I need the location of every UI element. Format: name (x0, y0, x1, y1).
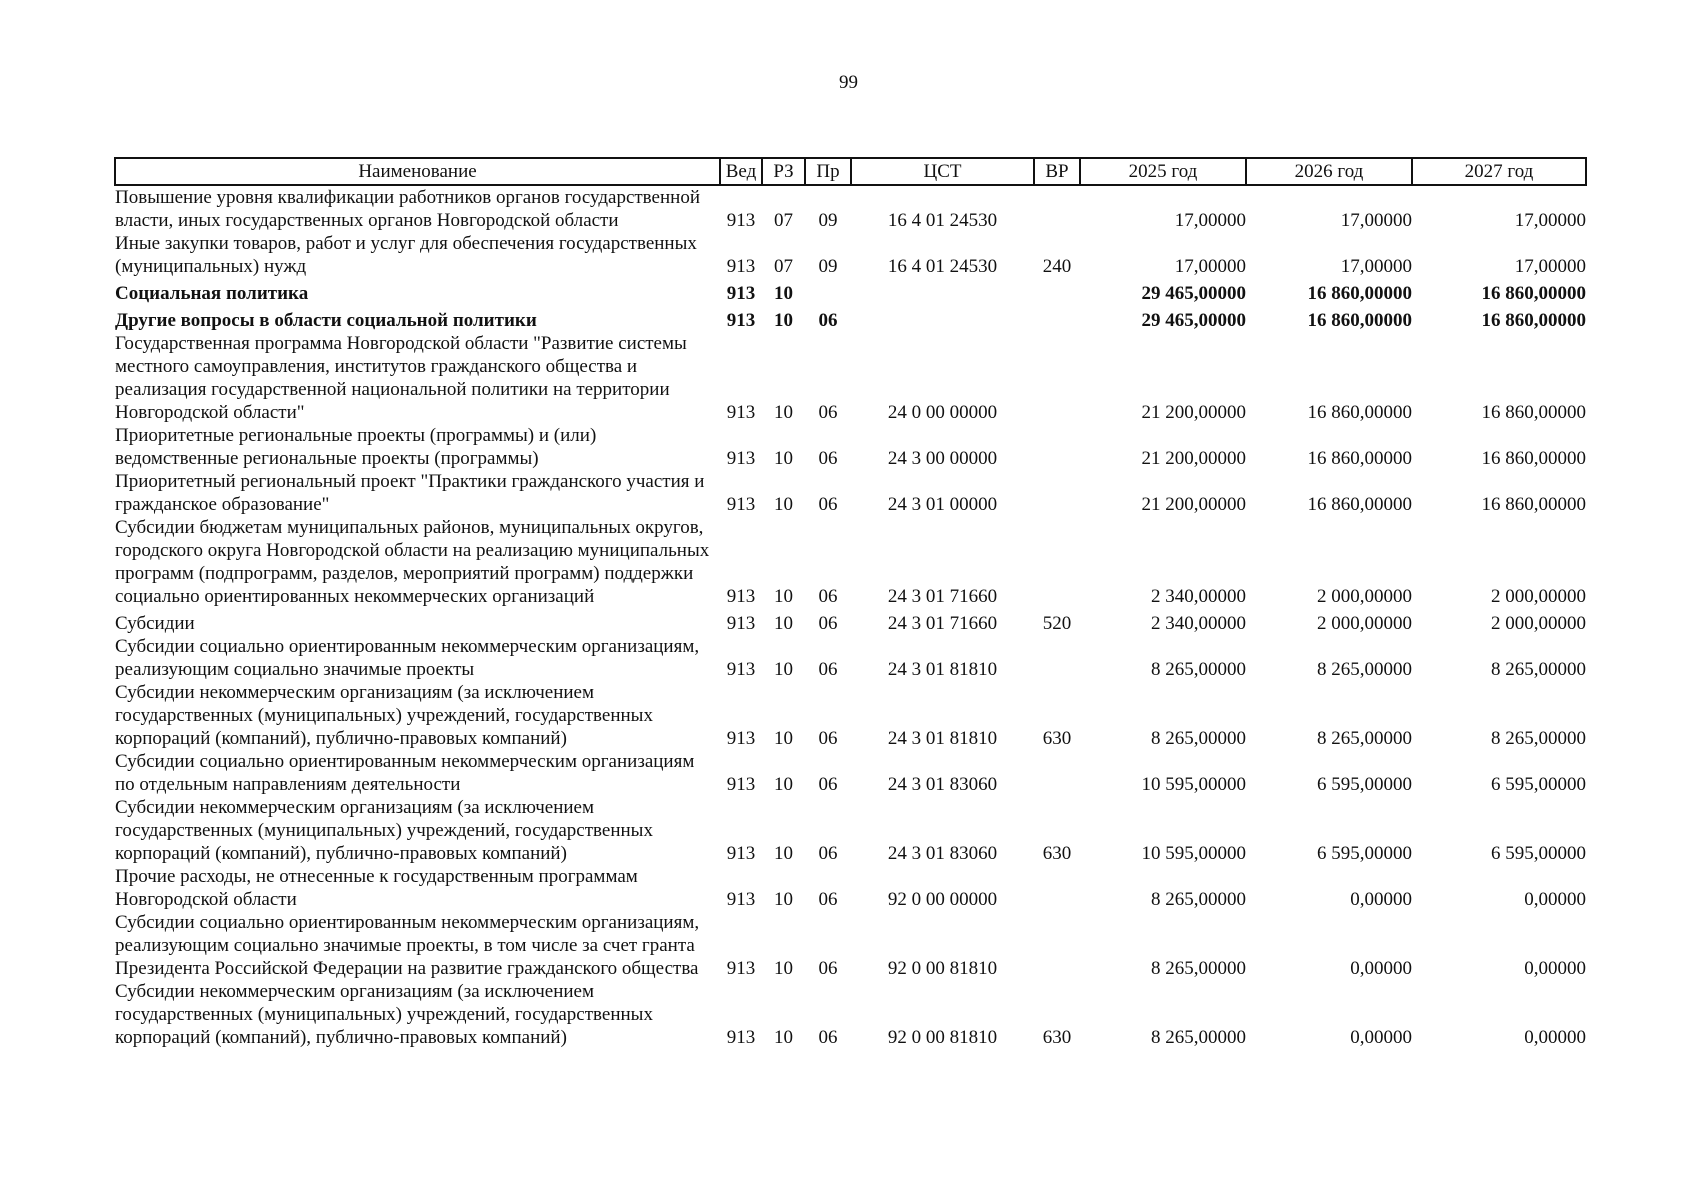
row-name: Субсидии социально ориентированным некоммерческим организациям, реализующим социально значимые проекты (115, 636, 700, 680)
row-name: Социальная политика (115, 283, 309, 304)
table-row (115, 470, 1586, 516)
row-2025: 21 200,00000 (1141, 402, 1246, 423)
row-pr: 09 (818, 210, 838, 231)
row-rz: 10 (774, 494, 793, 515)
header-2025: 2025 год (1080, 158, 1246, 185)
row-2025: 21 200,00000 (1141, 448, 1246, 469)
row-pr: 06 (818, 774, 838, 795)
table-row (115, 635, 1586, 681)
row-vr (1034, 332, 1080, 424)
row-pr: 06 (818, 889, 838, 910)
row-cst: 24 3 01 83060 (887, 843, 998, 864)
row-ved: 913 (726, 1027, 756, 1048)
row-cst: 92 0 00 81810 (887, 958, 998, 979)
row-2026: 16 860,00000 (1307, 310, 1412, 331)
row-rz: 10 (774, 843, 793, 864)
row-name: Субсидии социально ориентированным некоммерческим организациям по отдельным направлениям деятельности (115, 751, 695, 795)
row-name: Субсидии некоммерческим организациям (за исключением государственных (муниципальных) учреждений, государственных корпораций (компаний), публично-правовых компаний) (115, 797, 653, 864)
row-ved: 913 (726, 774, 756, 795)
row-2025: 8 265,00000 (1151, 728, 1246, 749)
table-row (115, 796, 1586, 865)
row-name: Субсидии социально ориентированным некоммерческим организациям, реализующим социально значимые проекты, в том числе за счет гранта Президента Российской Федерации на развитие гражданского общества (115, 912, 700, 979)
budget-table (114, 157, 1587, 1049)
row-vr (1034, 305, 1080, 332)
row-ved: 913 (726, 402, 756, 423)
row-vr (1034, 185, 1080, 232)
row-2026: 0,00000 (1350, 958, 1412, 979)
row-2027: 0,00000 (1524, 889, 1586, 910)
row-cst: 24 3 01 81810 (887, 659, 998, 680)
row-pr: 06 (818, 728, 838, 749)
row-ved: 913 (726, 889, 756, 910)
row-cst: 24 3 01 81810 (887, 728, 998, 749)
row-2027: 16 860,00000 (1481, 310, 1586, 331)
table-row (115, 681, 1586, 750)
row-2027: 17,00000 (1514, 256, 1586, 277)
row-2025: 29 465,00000 (1141, 310, 1246, 331)
table-row-subsection (115, 305, 1586, 332)
header-pr: Пр (805, 158, 851, 185)
row-2025: 10 595,00000 (1141, 843, 1246, 864)
row-name: Государственная программа Новгородской области "Развитие системы местного самоуправления, институтов гражданского общества и реализация государственной национальной политики на территории Новгородской области" (115, 333, 687, 423)
row-pr: 06 (818, 586, 838, 607)
row-vr: 240 (1042, 256, 1072, 277)
header-vr: ВР (1034, 158, 1080, 185)
row-rz: 10 (774, 310, 793, 331)
row-2026: 6 595,00000 (1317, 774, 1412, 795)
row-ved: 913 (726, 659, 756, 680)
row-cst: 16 4 01 24530 (887, 210, 998, 231)
row-ved: 913 (726, 613, 756, 634)
row-rz: 10 (774, 1027, 793, 1048)
row-2027: 2 000,00000 (1491, 613, 1586, 634)
row-rz: 10 (774, 958, 793, 979)
table-row (115, 750, 1586, 796)
row-2027: 16 860,00000 (1481, 448, 1586, 469)
row-rz: 10 (774, 774, 793, 795)
row-2025: 2 340,00000 (1151, 613, 1246, 634)
row-pr: 06 (818, 1027, 838, 1048)
row-vr (1034, 278, 1080, 305)
row-name: Приоритетные региональные проекты (программы) и (или) ведомственные региональные проекты (программы) (115, 425, 597, 469)
header-cst: ЦСТ (851, 158, 1034, 185)
row-name: Повышение уровня квалификации работников органов государственной власти, иных государственных органов Новгородской области (115, 187, 700, 231)
row-2027: 0,00000 (1524, 1027, 1586, 1048)
row-name: Субсидии бюджетам муниципальных районов, муниципальных округов, городского округа Новгородской области на реализацию муниципальных программ (подпрограмм, разделов, мероприятий программ) поддержки социально ориентированных некоммерческих организаций (115, 517, 710, 607)
table-row (115, 516, 1586, 608)
row-cst: 24 3 00 00000 (887, 448, 998, 469)
row-rz: 10 (774, 402, 793, 423)
row-pr: 06 (818, 659, 838, 680)
row-rz: 07 (774, 256, 793, 277)
row-ved: 913 (726, 843, 756, 864)
row-vr (1034, 470, 1080, 516)
row-2027: 0,00000 (1524, 958, 1586, 979)
row-2027: 6 595,00000 (1491, 774, 1586, 795)
row-2025: 17,00000 (1174, 256, 1246, 277)
row-vr: 630 (1042, 843, 1072, 864)
row-cst: 92 0 00 81810 (887, 1027, 998, 1048)
row-vr: 630 (1042, 1027, 1072, 1048)
table-row (115, 185, 1586, 232)
row-rz: 07 (774, 210, 793, 231)
row-2027: 16 860,00000 (1481, 494, 1586, 515)
row-vr (1034, 424, 1080, 470)
table-row (115, 980, 1586, 1049)
row-pr: 06 (818, 494, 838, 515)
row-2025: 21 200,00000 (1141, 494, 1246, 515)
row-rz: 10 (774, 448, 793, 469)
row-name: Приоритетный региональный проект "Практики гражданского участия и гражданское образование" (115, 471, 705, 515)
row-vr: 520 (1042, 613, 1072, 634)
row-2027: 8 265,00000 (1491, 728, 1586, 749)
table-row-section (115, 278, 1586, 305)
header-name: Наименование (115, 158, 720, 185)
row-2026: 6 595,00000 (1317, 843, 1412, 864)
row-vr (1034, 516, 1080, 608)
row-2025: 17,00000 (1174, 210, 1246, 231)
row-ved: 913 (726, 210, 756, 231)
row-rz: 10 (774, 283, 793, 304)
row-2026: 8 265,00000 (1317, 659, 1412, 680)
row-ved: 913 (726, 958, 756, 979)
row-name: Прочие расходы, не отнесенные к государственным программам Новгородской области (115, 866, 638, 910)
row-2027: 17,00000 (1514, 210, 1586, 231)
row-vr: 630 (1042, 728, 1072, 749)
row-name: Иные закупки товаров, работ и услуг для обеспечения государственных (муниципальных) нужд (115, 233, 697, 277)
table-row (115, 424, 1586, 470)
row-name: Другие вопросы в области социальной политики (115, 310, 537, 331)
row-pr (805, 278, 851, 305)
row-cst: 24 3 01 71660 (887, 586, 998, 607)
header-2026: 2026 год (1246, 158, 1412, 185)
row-ved: 913 (726, 256, 756, 277)
row-rz: 10 (774, 613, 793, 634)
row-pr: 06 (818, 402, 838, 423)
row-2026: 8 265,00000 (1317, 728, 1412, 749)
table-row (115, 232, 1586, 278)
row-pr: 09 (818, 256, 838, 277)
row-name: Субсидии некоммерческим организациям (за исключением государственных (муниципальных) учреждений, государственных корпораций (компаний), публично-правовых компаний) (115, 981, 653, 1048)
header-rz: РЗ (762, 158, 805, 185)
row-2025: 29 465,00000 (1141, 283, 1246, 304)
row-pr: 06 (818, 958, 838, 979)
row-2027: 16 860,00000 (1481, 283, 1586, 304)
row-pr: 06 (818, 310, 838, 331)
row-2027: 2 000,00000 (1491, 586, 1586, 607)
row-vr (1034, 635, 1080, 681)
row-vr (1034, 911, 1080, 980)
row-2027: 8 265,00000 (1491, 659, 1586, 680)
header-2027: 2027 год (1412, 158, 1586, 185)
row-rz: 10 (774, 586, 793, 607)
row-ved: 913 (726, 310, 756, 331)
row-2026: 17,00000 (1340, 210, 1412, 231)
row-2026: 0,00000 (1350, 1027, 1412, 1048)
header-ved: Вед (720, 158, 762, 185)
row-vr (1034, 750, 1080, 796)
row-2025: 2 340,00000 (1151, 586, 1246, 607)
table-row (115, 911, 1586, 980)
row-cst: 24 0 00 00000 (887, 402, 998, 423)
row-cst: 24 3 01 00000 (887, 494, 998, 515)
row-rz: 10 (774, 728, 793, 749)
row-ved: 913 (726, 728, 756, 749)
row-pr: 06 (818, 613, 838, 634)
row-2025: 8 265,00000 (1151, 1027, 1246, 1048)
table-header-row (115, 158, 1586, 185)
row-cst: 92 0 00 00000 (887, 889, 998, 910)
row-rz: 10 (774, 889, 793, 910)
table-row (115, 865, 1586, 911)
row-2026: 0,00000 (1350, 889, 1412, 910)
row-cst (851, 278, 1034, 305)
row-cst: 16 4 01 24530 (887, 256, 998, 277)
row-2026: 16 860,00000 (1307, 448, 1412, 469)
row-pr: 06 (818, 843, 838, 864)
row-2026: 16 860,00000 (1307, 283, 1412, 304)
row-2026: 2 000,00000 (1317, 613, 1412, 634)
row-name: Субсидии (115, 613, 195, 634)
row-ved: 913 (726, 586, 756, 607)
row-vr (1034, 865, 1080, 911)
table-row (115, 332, 1586, 424)
row-cst: 24 3 01 83060 (887, 774, 998, 795)
row-2025: 8 265,00000 (1151, 889, 1246, 910)
row-name: Субсидии некоммерческим организациям (за исключением государственных (муниципальных) учреждений, государственных корпораций (компаний), публично-правовых компаний) (115, 682, 653, 749)
row-cst (851, 305, 1034, 332)
row-pr: 06 (818, 448, 838, 469)
row-rz: 10 (774, 659, 793, 680)
row-ved: 913 (726, 448, 756, 469)
row-2027: 6 595,00000 (1491, 843, 1586, 864)
row-ved: 913 (726, 494, 756, 515)
row-ved: 913 (726, 283, 756, 304)
row-2026: 16 860,00000 (1307, 402, 1412, 423)
row-cst: 24 3 01 71660 (887, 613, 998, 634)
row-2026: 2 000,00000 (1317, 586, 1412, 607)
row-2027: 16 860,00000 (1481, 402, 1586, 423)
row-2026: 17,00000 (1340, 256, 1412, 277)
page-number: 99 (839, 72, 858, 93)
table-row (115, 608, 1586, 635)
row-2025: 8 265,00000 (1151, 659, 1246, 680)
row-2026: 16 860,00000 (1307, 494, 1412, 515)
row-2025: 10 595,00000 (1141, 774, 1246, 795)
row-2025: 8 265,00000 (1151, 958, 1246, 979)
